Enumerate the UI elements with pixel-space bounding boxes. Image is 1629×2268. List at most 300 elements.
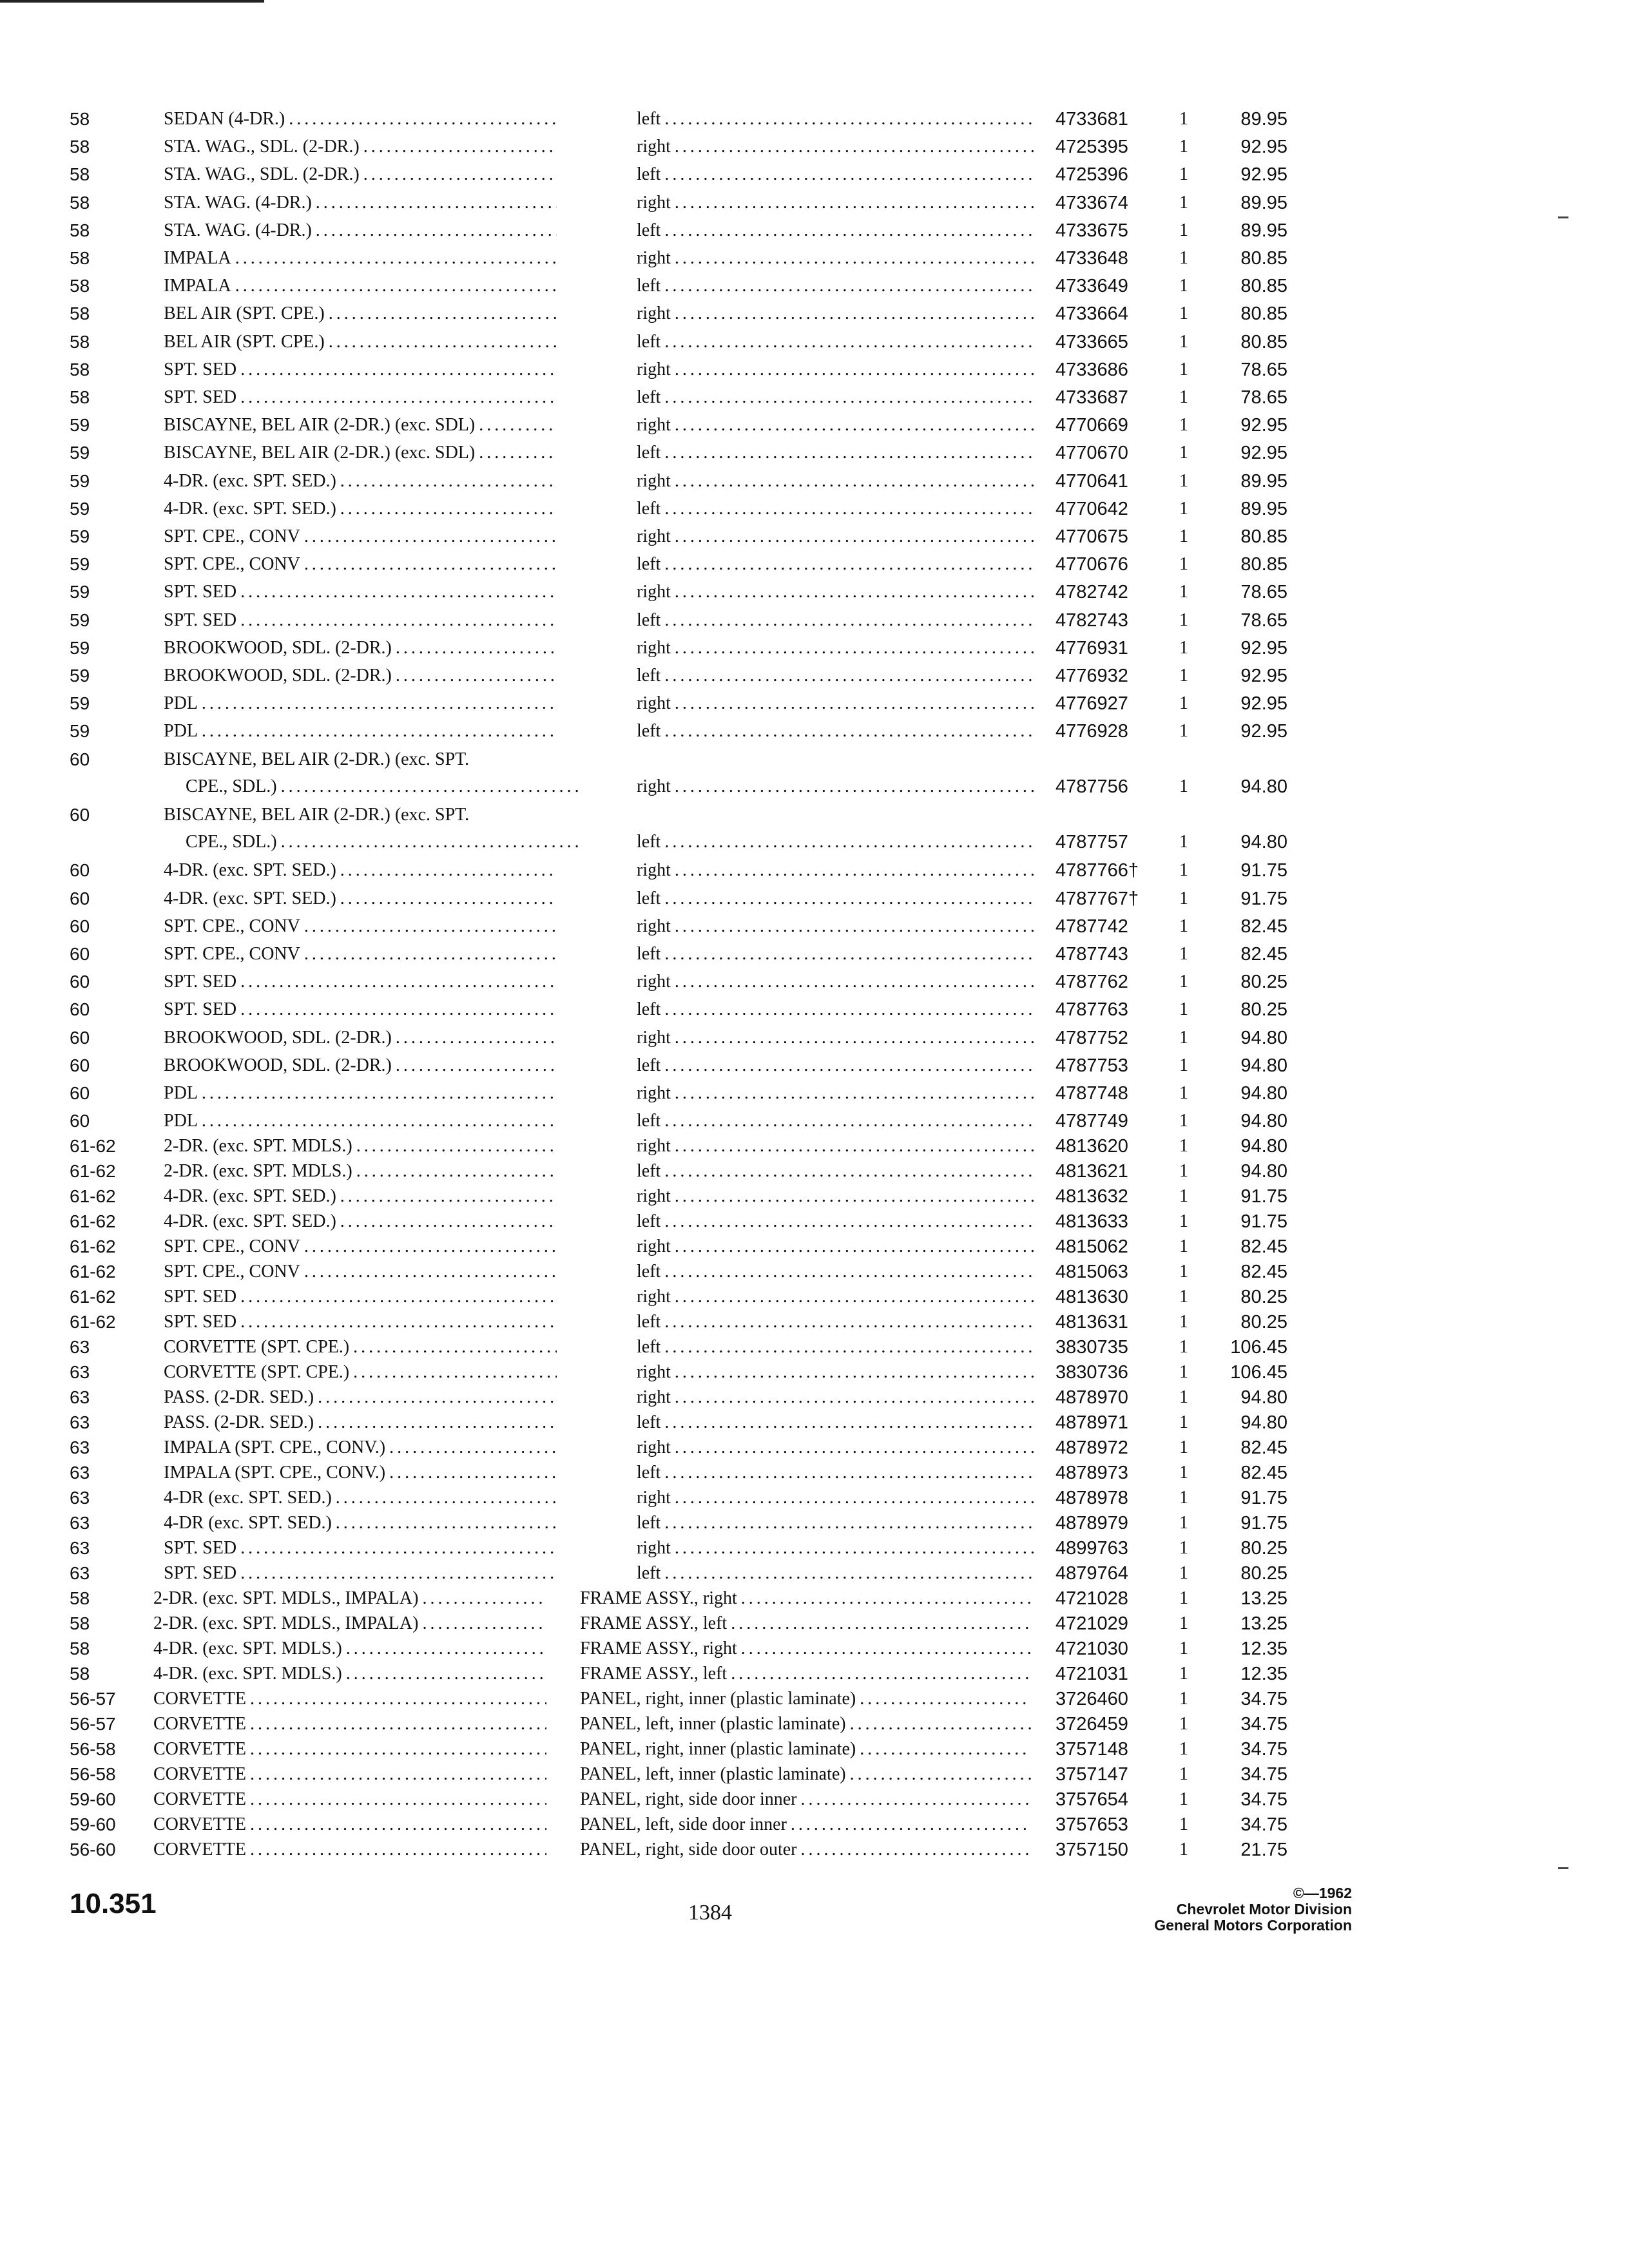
- price-text: 78.65: [1240, 387, 1287, 408]
- part-number: [1055, 1814, 1152, 1836]
- model-name-text: STA. WAG., SDL. (2-DR.) . . .: [164, 164, 557, 186]
- price-text: 94.80: [1240, 1161, 1287, 1182]
- price-text: 80.85: [1240, 332, 1287, 352]
- quantity-text: 1: [1179, 415, 1188, 435]
- model-name-text: CORVETTE . . .: [153, 1814, 546, 1836]
- part-number: [1055, 331, 1152, 353]
- price-text: 94.80: [1240, 776, 1287, 797]
- quantity: [1174, 916, 1193, 937]
- part-number-text: 4787763: [1055, 999, 1128, 1020]
- price-text: 82.45: [1240, 1463, 1287, 1483]
- quantity: [1174, 831, 1193, 853]
- part-description: [637, 1082, 1036, 1104]
- price-text: 80.85: [1240, 554, 1287, 575]
- price-text: 12.35: [1240, 1639, 1287, 1659]
- part-description-text: FRAME ASSY., right . . .: [580, 1638, 1031, 1660]
- price: [1210, 1027, 1287, 1049]
- model-year: [70, 999, 166, 1021]
- quantity: [1174, 108, 1193, 130]
- quantity-text: 1: [1179, 582, 1188, 602]
- part-description: [580, 1839, 1031, 1861]
- quantity-text: 1: [1179, 666, 1188, 686]
- model-year: [70, 1613, 166, 1635]
- model-name-text: BISCAYNE, BEL AIR (2-DR.) (exc. SDL) . . .: [164, 414, 557, 436]
- part-description: [637, 1336, 1036, 1358]
- quantity-text: 1: [1179, 109, 1188, 129]
- quantity: [1174, 1412, 1193, 1434]
- model-name: [153, 1638, 546, 1660]
- price: [1210, 275, 1287, 297]
- part-description: [637, 999, 1036, 1021]
- model-name-text: PDL . . .: [164, 1082, 557, 1104]
- model-name-text: BISCAYNE, BEL AIR (2-DR.) (exc. SDL) . . .: [164, 442, 557, 464]
- model-name: [164, 1082, 557, 1104]
- quantity-text: 1: [1179, 944, 1188, 964]
- quantity-text: 1: [1179, 1538, 1188, 1558]
- part-description: [637, 359, 1036, 381]
- model-year-text: 58: [70, 360, 90, 380]
- part-number: [1055, 359, 1152, 381]
- quantity-text: 1: [1179, 1055, 1188, 1075]
- part-number: [1055, 136, 1152, 158]
- price-text: 80.25: [1240, 999, 1287, 1020]
- part-description: [637, 275, 1036, 297]
- model-name: [164, 1537, 557, 1559]
- price-text: 91.75: [1240, 860, 1287, 881]
- part-description-text: right . . .: [637, 1236, 1036, 1258]
- part-description: [637, 220, 1036, 242]
- model-name-text: BROOKWOOD, SDL. (2-DR.) . . .: [164, 637, 557, 659]
- model-year: [70, 1789, 166, 1811]
- price: [1210, 1713, 1287, 1735]
- quantity: [1174, 665, 1193, 687]
- model-year: [70, 1688, 166, 1710]
- part-number-text: 4879764: [1055, 1563, 1128, 1584]
- part-number: [1055, 1487, 1152, 1509]
- part-number-text: 4733649: [1055, 276, 1128, 296]
- model-year: [70, 693, 166, 715]
- model-name-text: BISCAYNE, BEL AIR (2-DR.) (exc. SPT.: [164, 749, 470, 769]
- model-name: [164, 1311, 557, 1333]
- model-year-text: 61-62: [70, 1136, 116, 1156]
- quantity: [1174, 1110, 1193, 1132]
- part-description: [637, 164, 1036, 186]
- model-name-text: SPT. SED . . .: [164, 999, 557, 1021]
- model-name-text: 4-DR. (exc. SPT. SED.) . . .: [164, 860, 557, 881]
- price-text: 89.95: [1240, 499, 1287, 519]
- model-name-text: 2-DR. (exc. SPT. MDLS.) . . .: [164, 1160, 557, 1182]
- part-number: [1055, 1688, 1152, 1710]
- model-year: [70, 1839, 166, 1861]
- quantity-text: 1: [1179, 526, 1188, 546]
- quantity-text: 1: [1179, 1186, 1188, 1206]
- part-description: [637, 1387, 1036, 1408]
- model-year-text: 60: [70, 1028, 90, 1048]
- part-description-text: right . . .: [637, 414, 1036, 436]
- part-description: [637, 1110, 1036, 1132]
- model-year: [70, 1437, 166, 1459]
- part-number-text: 4813633: [1055, 1211, 1128, 1232]
- part-description: [580, 1738, 1031, 1760]
- price: [1210, 498, 1287, 520]
- part-description-text: PANEL, right, side door outer . . .: [580, 1839, 1031, 1861]
- part-number-text: 4815063: [1055, 1262, 1128, 1282]
- quantity-text: 1: [1179, 1714, 1188, 1734]
- corporation-name: General Motors Corporation: [1154, 1917, 1352, 1934]
- quantity-text: 1: [1179, 889, 1188, 908]
- quantity: [1174, 581, 1193, 603]
- part-description: [637, 192, 1036, 214]
- model-name: [164, 108, 557, 130]
- quantity-text: 1: [1179, 164, 1188, 184]
- price-text: 92.95: [1240, 666, 1287, 686]
- part-description-text: right . . .: [637, 776, 1036, 798]
- part-number: [1055, 665, 1152, 687]
- model-name-text: CORVETTE (SPT. CPE.) . . .: [164, 1336, 557, 1358]
- model-year: [70, 1512, 166, 1534]
- model-name-text: SPT. SED . . .: [164, 359, 557, 381]
- part-description: [637, 1562, 1036, 1584]
- part-description-text: PANEL, left, inner (plastic laminate) . . .: [580, 1763, 1031, 1785]
- part-description: [580, 1713, 1031, 1735]
- model-name-text: BROOKWOOD, SDL. (2-DR.) . . .: [164, 665, 557, 687]
- price-text: 89.95: [1240, 220, 1287, 241]
- model-name-text: CORVETTE . . .: [153, 1713, 546, 1735]
- model-year-text: 58: [70, 303, 90, 323]
- quantity-text: 1: [1179, 1463, 1188, 1483]
- price: [1210, 108, 1287, 130]
- part-description: [580, 1789, 1031, 1811]
- price-text: 34.75: [1240, 1689, 1287, 1709]
- model-name-text: SEDAN (4-DR.) . . .: [164, 108, 557, 130]
- model-name-text: IMPALA (SPT. CPE., CONV.) . . .: [164, 1437, 557, 1459]
- model-name: [164, 999, 557, 1021]
- model-name: [164, 136, 557, 158]
- price: [1210, 303, 1287, 325]
- part-number-text: 4770642: [1055, 499, 1128, 519]
- quantity-text: 1: [1179, 1387, 1188, 1407]
- part-description-text: left . . .: [637, 1462, 1036, 1484]
- quantity: [1174, 1763, 1193, 1785]
- price: [1210, 1387, 1287, 1408]
- part-number-text: 4721031: [1055, 1664, 1128, 1684]
- price: [1210, 164, 1287, 186]
- price-text: 34.75: [1240, 1764, 1287, 1785]
- price-text: 82.45: [1240, 1437, 1287, 1458]
- price: [1210, 916, 1287, 937]
- part-description-text: right . . .: [637, 1537, 1036, 1559]
- part-description-text: right . . .: [637, 247, 1036, 269]
- quantity: [1174, 1638, 1193, 1660]
- part-number-text: 4733664: [1055, 303, 1128, 324]
- model-year-text: 58: [70, 248, 90, 268]
- part-description-text: FRAME ASSY., left . . .: [580, 1613, 1031, 1635]
- part-description-text: left . . .: [637, 888, 1036, 910]
- model-name-text: SPT. CPE., CONV . . .: [164, 1236, 557, 1258]
- part-number: [1055, 247, 1152, 269]
- price-text: 34.75: [1240, 1789, 1287, 1810]
- model-year-text: 59: [70, 610, 90, 630]
- price: [1210, 1638, 1287, 1660]
- model-name: [164, 275, 557, 297]
- model-year: [70, 498, 166, 520]
- part-description: [637, 136, 1036, 158]
- quantity-text: 1: [1179, 1789, 1188, 1809]
- model-year-text: 59: [70, 554, 90, 574]
- quantity-text: 1: [1179, 1287, 1188, 1307]
- model-name-text: SPT. SED . . .: [164, 1286, 557, 1308]
- part-description-text: left . . .: [637, 275, 1036, 297]
- part-number: [1055, 1160, 1152, 1182]
- model-year-text: 60: [70, 916, 90, 936]
- part-description: [637, 1261, 1036, 1283]
- quantity-text: 1: [1179, 1083, 1188, 1103]
- model-name-text: CORVETTE . . .: [153, 1763, 546, 1785]
- quantity-text: 1: [1179, 860, 1188, 880]
- part-description: [637, 1236, 1036, 1258]
- part-description-text: right . . .: [637, 470, 1036, 492]
- model-name: [164, 1387, 557, 1408]
- part-description: [637, 1361, 1036, 1383]
- model-name: [164, 749, 557, 771]
- model-name: [153, 1688, 546, 1710]
- model-name-text: IMPALA . . .: [164, 247, 557, 269]
- part-description: [637, 860, 1036, 881]
- model-name: [164, 331, 557, 353]
- quantity: [1174, 1261, 1193, 1283]
- quantity-text: 1: [1179, 1111, 1188, 1131]
- part-number-text: 4813621: [1055, 1161, 1128, 1182]
- model-year-text: 63: [70, 1463, 90, 1483]
- model-year-text: 56-57: [70, 1689, 116, 1709]
- part-number: [1055, 1613, 1152, 1635]
- model-name: [164, 1160, 557, 1182]
- price: [1210, 1588, 1287, 1610]
- model-name: [164, 1487, 557, 1509]
- quantity-text: 1: [1179, 1337, 1188, 1357]
- model-name-text: 4-DR. (exc. SPT. SED.) . . .: [164, 1211, 557, 1233]
- model-name-text: BEL AIR (SPT. CPE.) . . .: [164, 303, 557, 325]
- part-description: [637, 916, 1036, 937]
- price-text: 94.80: [1240, 1111, 1287, 1131]
- price-text: 82.45: [1240, 1262, 1287, 1282]
- quantity-text: 1: [1179, 721, 1188, 741]
- part-number: [1055, 164, 1152, 186]
- model-year: [70, 1311, 166, 1333]
- price: [1210, 610, 1287, 631]
- part-number-text: 3757654: [1055, 1789, 1128, 1810]
- price-text: 80.25: [1240, 1563, 1287, 1584]
- quantity-text: 1: [1179, 443, 1188, 463]
- price-text: 78.65: [1240, 582, 1287, 602]
- part-description-text: PANEL, right, side door inner . . .: [580, 1789, 1031, 1811]
- quantity-text: 1: [1179, 972, 1188, 992]
- model-year-text: 61-62: [70, 1211, 116, 1231]
- price-text: 91.75: [1240, 1211, 1287, 1232]
- price: [1210, 831, 1287, 853]
- quantity: [1174, 1236, 1193, 1258]
- quantity-text: 1: [1179, 276, 1188, 296]
- part-description-text: left . . .: [637, 1336, 1036, 1358]
- part-number-text: 4721029: [1055, 1613, 1128, 1634]
- price-text: 94.80: [1240, 1055, 1287, 1076]
- part-description-text: left . . .: [637, 1261, 1036, 1283]
- part-number-text: 4782742: [1055, 582, 1128, 602]
- part-description-text: right . . .: [637, 136, 1036, 158]
- part-number-text: 4899763: [1055, 1538, 1128, 1559]
- part-number-text: 4733675: [1055, 220, 1128, 241]
- model-year-text: 56-58: [70, 1764, 116, 1784]
- model-name-text: 4-DR. (exc. SPT. SED.) . . .: [164, 1186, 557, 1207]
- margin-mark: [1558, 1867, 1568, 1869]
- model-name: [164, 1110, 557, 1132]
- quantity: [1174, 1286, 1193, 1308]
- model-year: [70, 1336, 166, 1358]
- price-text: 80.25: [1240, 1538, 1287, 1559]
- model-name: [153, 1763, 546, 1785]
- division-name: Chevrolet Motor Division: [1176, 1901, 1352, 1917]
- model-name-text: STA. WAG. (4-DR.) . . .: [164, 220, 557, 242]
- model-name-text: CORVETTE . . .: [153, 1789, 546, 1811]
- part-number-text: 4776931: [1055, 638, 1128, 658]
- part-description: [637, 665, 1036, 687]
- quantity: [1174, 220, 1193, 242]
- price: [1210, 1839, 1287, 1861]
- part-number: [1055, 1135, 1152, 1157]
- model-year: [70, 387, 166, 408]
- model-year-text: 61-62: [70, 1287, 116, 1307]
- quantity-text: 1: [1179, 638, 1188, 658]
- price-text: 13.25: [1240, 1613, 1287, 1634]
- quantity: [1174, 526, 1193, 548]
- model-year-text: 63: [70, 1387, 90, 1407]
- part-description-text: left . . .: [637, 1055, 1036, 1077]
- model-name-text: CORVETTE (SPT. CPE.) . . .: [164, 1361, 557, 1383]
- price-text: 89.95: [1240, 109, 1287, 130]
- model-year-text: 59-60: [70, 1814, 116, 1834]
- model-year: [70, 1361, 166, 1383]
- part-number: [1055, 553, 1152, 575]
- part-description-text: right . . .: [637, 693, 1036, 715]
- part-number: [1055, 414, 1152, 436]
- model-year: [70, 136, 166, 158]
- model-name-text: 2-DR. (exc. SPT. MDLS., IMPALA) . . .: [153, 1613, 546, 1635]
- model-year: [70, 1236, 166, 1258]
- model-year: [70, 1738, 166, 1760]
- model-name-text: 4-DR. (exc. SPT. SED.) . . .: [164, 470, 557, 492]
- quantity: [1174, 387, 1193, 408]
- quantity-text: 1: [1179, 1639, 1188, 1658]
- quantity: [1174, 1437, 1193, 1459]
- price-text: 91.75: [1240, 1488, 1287, 1508]
- price: [1210, 1562, 1287, 1584]
- price-text: 92.95: [1240, 721, 1287, 742]
- quantity-text: 1: [1179, 1814, 1188, 1834]
- quantity: [1174, 331, 1193, 353]
- price: [1210, 1512, 1287, 1534]
- price: [1210, 776, 1287, 798]
- part-description-text: left . . .: [637, 220, 1036, 242]
- model-year: [70, 1713, 166, 1735]
- part-description-text: right . . .: [637, 1437, 1036, 1459]
- part-number: [1055, 916, 1152, 937]
- part-number-text: 4725395: [1055, 137, 1128, 157]
- model-year: [70, 1663, 166, 1685]
- part-number: [1055, 610, 1152, 631]
- part-number: [1055, 1789, 1152, 1811]
- price-text: 80.25: [1240, 972, 1287, 992]
- quantity-text: 1: [1179, 1136, 1188, 1156]
- quantity: [1174, 1311, 1193, 1333]
- part-description-text: PANEL, right, inner (plastic laminate) . . .: [580, 1688, 1031, 1710]
- model-year-text: 59-60: [70, 1789, 116, 1809]
- part-description-text: left . . .: [637, 1211, 1036, 1233]
- part-number: [1055, 192, 1152, 214]
- price: [1210, 470, 1287, 492]
- model-year-text: 58: [70, 1639, 90, 1658]
- part-description-text: FRAME ASSY., left . . .: [580, 1663, 1031, 1685]
- part-description: [637, 387, 1036, 408]
- price: [1210, 693, 1287, 715]
- part-description: [637, 526, 1036, 548]
- price-text: 106.45: [1230, 1362, 1287, 1383]
- model-year: [70, 1261, 166, 1283]
- model-year: [70, 1082, 166, 1104]
- price-text: 94.80: [1240, 1387, 1287, 1408]
- model-year: [70, 220, 166, 242]
- part-description: [637, 1311, 1036, 1333]
- part-description-text: right . . .: [637, 1361, 1036, 1383]
- price: [1210, 720, 1287, 742]
- model-name: [164, 1462, 557, 1484]
- price-text: 80.85: [1240, 276, 1287, 296]
- part-number: [1055, 1311, 1152, 1333]
- part-description-text: left . . .: [637, 1512, 1036, 1534]
- copyright-block: [1154, 1885, 1352, 1934]
- quantity: [1174, 971, 1193, 993]
- quantity: [1174, 1082, 1193, 1104]
- price-text: 78.65: [1240, 610, 1287, 631]
- part-description: [637, 1211, 1036, 1233]
- part-description-text: right . . .: [637, 1186, 1036, 1207]
- part-description: [637, 1186, 1036, 1207]
- model-name: [164, 610, 557, 631]
- part-number: [1055, 1537, 1152, 1559]
- part-description: [580, 1814, 1031, 1836]
- model-name: [164, 164, 557, 186]
- part-number: [1055, 442, 1152, 464]
- part-number: [1055, 831, 1152, 853]
- model-year-text: 63: [70, 1538, 90, 1558]
- quantity: [1174, 1027, 1193, 1049]
- model-year: [70, 164, 166, 186]
- quantity-text: 1: [1179, 554, 1188, 574]
- model-name: [164, 526, 557, 548]
- model-name: [164, 553, 557, 575]
- part-number-text: 4787753: [1055, 1055, 1128, 1076]
- model-name-text: SPT. CPE., CONV . . .: [164, 526, 557, 548]
- model-name-text: IMPALA . . .: [164, 275, 557, 297]
- price-text: 89.95: [1240, 193, 1287, 213]
- quantity-text: 1: [1179, 1412, 1188, 1432]
- model-name: [164, 414, 557, 436]
- model-name: [164, 1027, 557, 1049]
- price-text: 92.95: [1240, 164, 1287, 185]
- part-description: [580, 1613, 1031, 1635]
- price: [1210, 331, 1287, 353]
- model-year-text: 60: [70, 889, 90, 908]
- model-year: [70, 1814, 166, 1836]
